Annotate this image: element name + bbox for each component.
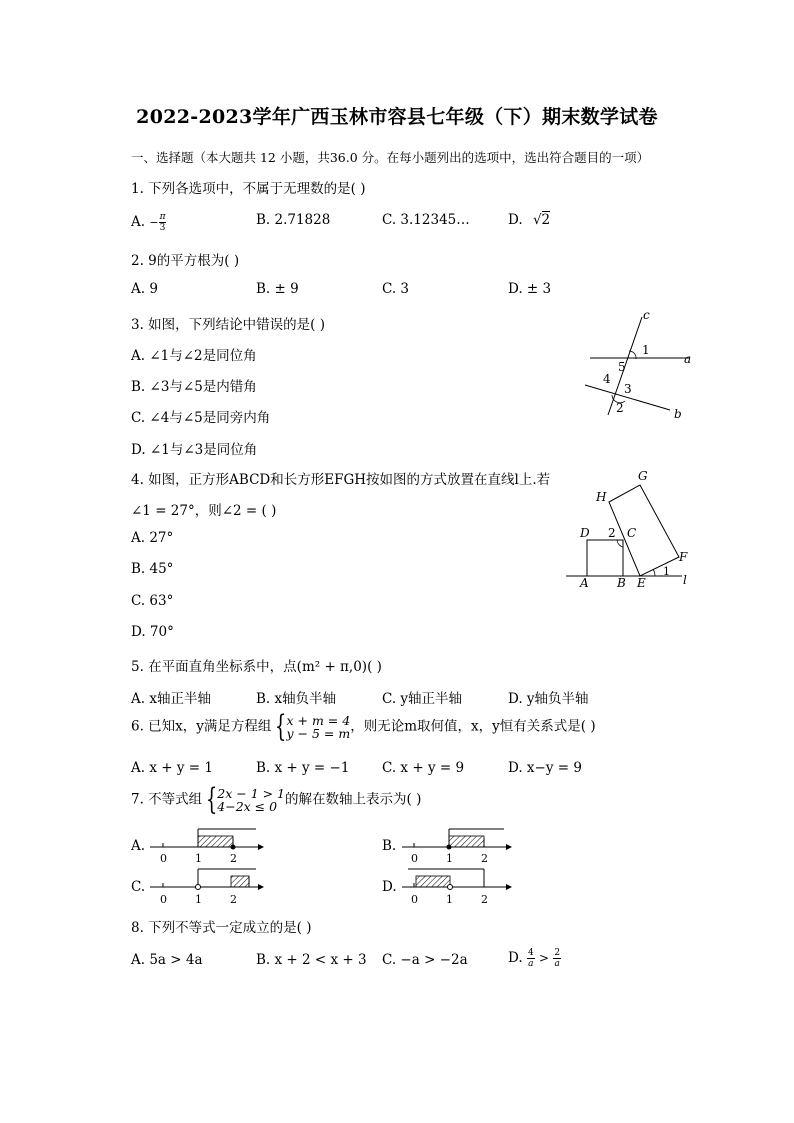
- tick-0: 0: [160, 893, 167, 906]
- q1-option-b: B. 2.71828: [256, 212, 331, 228]
- brace-icon: {: [275, 709, 287, 744]
- q2-option-b: B. ± 9: [256, 281, 299, 297]
- tick-0: 0: [160, 852, 167, 865]
- tick-2: 2: [230, 893, 237, 906]
- label-c-point: C: [627, 526, 637, 540]
- q1-option-a: A. − $\frac{\pi}{3}$: [131, 212, 166, 233]
- tick-2: 2: [481, 852, 488, 865]
- q1-option-c: C. 3.12345…: [382, 212, 470, 228]
- q3-option-a: A. ∠1与∠2是同位角: [131, 348, 257, 364]
- label-f: F: [679, 550, 688, 564]
- brace-icon: {: [205, 782, 218, 817]
- page-title: 2022-2023学年广西玉林市容县七年级（下）期末数学试卷: [136, 106, 658, 128]
- label-1: 1: [663, 565, 670, 578]
- tick-0: 0: [411, 893, 418, 906]
- q7-option-b-label: B.: [382, 838, 397, 854]
- q8-option-d: [508, 948, 561, 969]
- question-2: 2. 9的平方根为( ): [131, 253, 240, 269]
- q6-option-a: A. x + y = 1: [131, 760, 213, 776]
- q1-a-denominator: 3: [159, 223, 166, 233]
- q4-option-d: D. 70°: [131, 624, 174, 640]
- number-line-b: [402, 829, 512, 865]
- label-b-point: B: [617, 576, 626, 590]
- q6-suffix: ，则无论m取何值，x，y恒有关系式是( ): [350, 718, 596, 735]
- q1-d-radicand: 2: [541, 212, 551, 228]
- q7-suffix: 的解在数轴上表示为( ): [285, 791, 422, 808]
- label-5: 5: [618, 360, 626, 374]
- q5-option-c: C. y轴正半轴: [382, 691, 463, 707]
- question-3: 3. 如图，下列结论中错误的是( ): [131, 317, 325, 333]
- tick-1: 1: [195, 893, 202, 906]
- q6-option-b: B. x + y = −1: [256, 760, 350, 776]
- q7-option-a-label: A.: [131, 838, 146, 854]
- q8-d-den-1: a: [528, 959, 534, 969]
- q7-option-c-label: C.: [131, 879, 146, 895]
- label-3: 3: [624, 382, 632, 396]
- q5-option-b: B. x轴负半轴: [256, 691, 337, 707]
- q8-option-a: A. 5a > 4a: [131, 952, 203, 968]
- label-c: c: [643, 308, 650, 322]
- q8-option-b: B. x + 2 < x + 3: [256, 952, 367, 968]
- q7-inequality-1: 2x − 1 > 1: [217, 786, 286, 801]
- q2-option-d: D. ± 3: [508, 281, 552, 297]
- q8-d-den-2: a: [554, 959, 560, 969]
- q7-inequality-2: 4−2x ≤ 0: [217, 799, 278, 814]
- label-b: b: [674, 407, 682, 421]
- q1-option-d-label: D.: [508, 212, 523, 228]
- number-line-a: [150, 829, 264, 865]
- label-2: 2: [608, 526, 616, 540]
- label-g: G: [638, 469, 648, 483]
- q5-option-d: D. y轴负半轴: [508, 691, 589, 707]
- q4-option-a: A. 27°: [131, 530, 174, 546]
- question-4-line2: ∠1 = 27°，则∠2 = ( ): [131, 503, 277, 519]
- tick-1: 1: [195, 852, 202, 865]
- q6-option-c: C. x + y = 9: [382, 760, 465, 776]
- q6-equation-2: y − 5 = m: [286, 726, 351, 741]
- label-l: l: [683, 573, 687, 587]
- q3-option-b: B. ∠3与∠5是内错角: [131, 379, 257, 395]
- tick-2: 2: [230, 852, 237, 865]
- label-a: a: [684, 352, 692, 366]
- q7-prefix: 7. 不等式组: [131, 791, 203, 808]
- label-1: 1: [642, 343, 650, 357]
- q4-option-b: B. 45°: [131, 561, 174, 577]
- sqrt-sign: √: [532, 212, 542, 228]
- tick-1: 1: [446, 893, 453, 906]
- question-8: 8. 下列不等式一定成立的是( ): [131, 920, 312, 936]
- q6-prefix: 6. 已知x，y满足方程组: [131, 718, 272, 735]
- label-e: E: [637, 576, 646, 590]
- q8-d-num-2: 2: [554, 948, 561, 958]
- q2-option-c: C. 3: [382, 281, 410, 297]
- label-2: 2: [616, 401, 624, 415]
- label-d: D: [580, 526, 590, 540]
- label-4: 4: [603, 372, 611, 386]
- tick-1: 1: [446, 852, 453, 865]
- number-line-c: [150, 869, 264, 906]
- q8-d-gt: >: [538, 951, 550, 965]
- question-4-line1: 4. 如图，正方形ABCD和长方形EFGH按如图的方式放置在直线l上.若: [131, 472, 551, 488]
- label-a-point: A: [580, 576, 589, 590]
- q2-option-a: A. 9: [131, 281, 158, 297]
- question-1: 1. 下列各选项中，不属于无理数的是( ): [131, 181, 366, 197]
- question-5: 5. 在平面直角坐标系中，点(m² + π,0)( ): [131, 659, 382, 675]
- q6-option-d: D. x−y = 9: [508, 760, 582, 776]
- q1-option-a-label: A.: [131, 214, 146, 230]
- tick-0: 0: [411, 852, 418, 865]
- q6-equation-1: x + m = 4: [286, 713, 351, 728]
- label-h: H: [596, 490, 607, 504]
- q1-a-numerator: π: [159, 212, 166, 222]
- q5-option-a: A. x轴正半轴: [131, 691, 211, 707]
- q3-option-d: D. ∠1与∠3是同位角: [131, 442, 258, 458]
- tick-2: 2: [481, 893, 488, 906]
- number-line-d: [402, 869, 512, 906]
- q8-option-c: C. −a > −2a: [382, 952, 468, 968]
- q8-d-num-1: 4: [527, 948, 534, 958]
- section-heading: 一、选择题（本大题共 12 小题，共36.0 分。在每小题列出的选项中，选出符合题目的一项）: [131, 150, 650, 165]
- q7-option-d-label: D.: [382, 879, 397, 895]
- q8-option-d-label: D.: [508, 950, 523, 966]
- q4-option-c: C. 63°: [131, 593, 174, 609]
- q3-option-c: C. ∠4与∠5是同旁内角: [131, 410, 271, 426]
